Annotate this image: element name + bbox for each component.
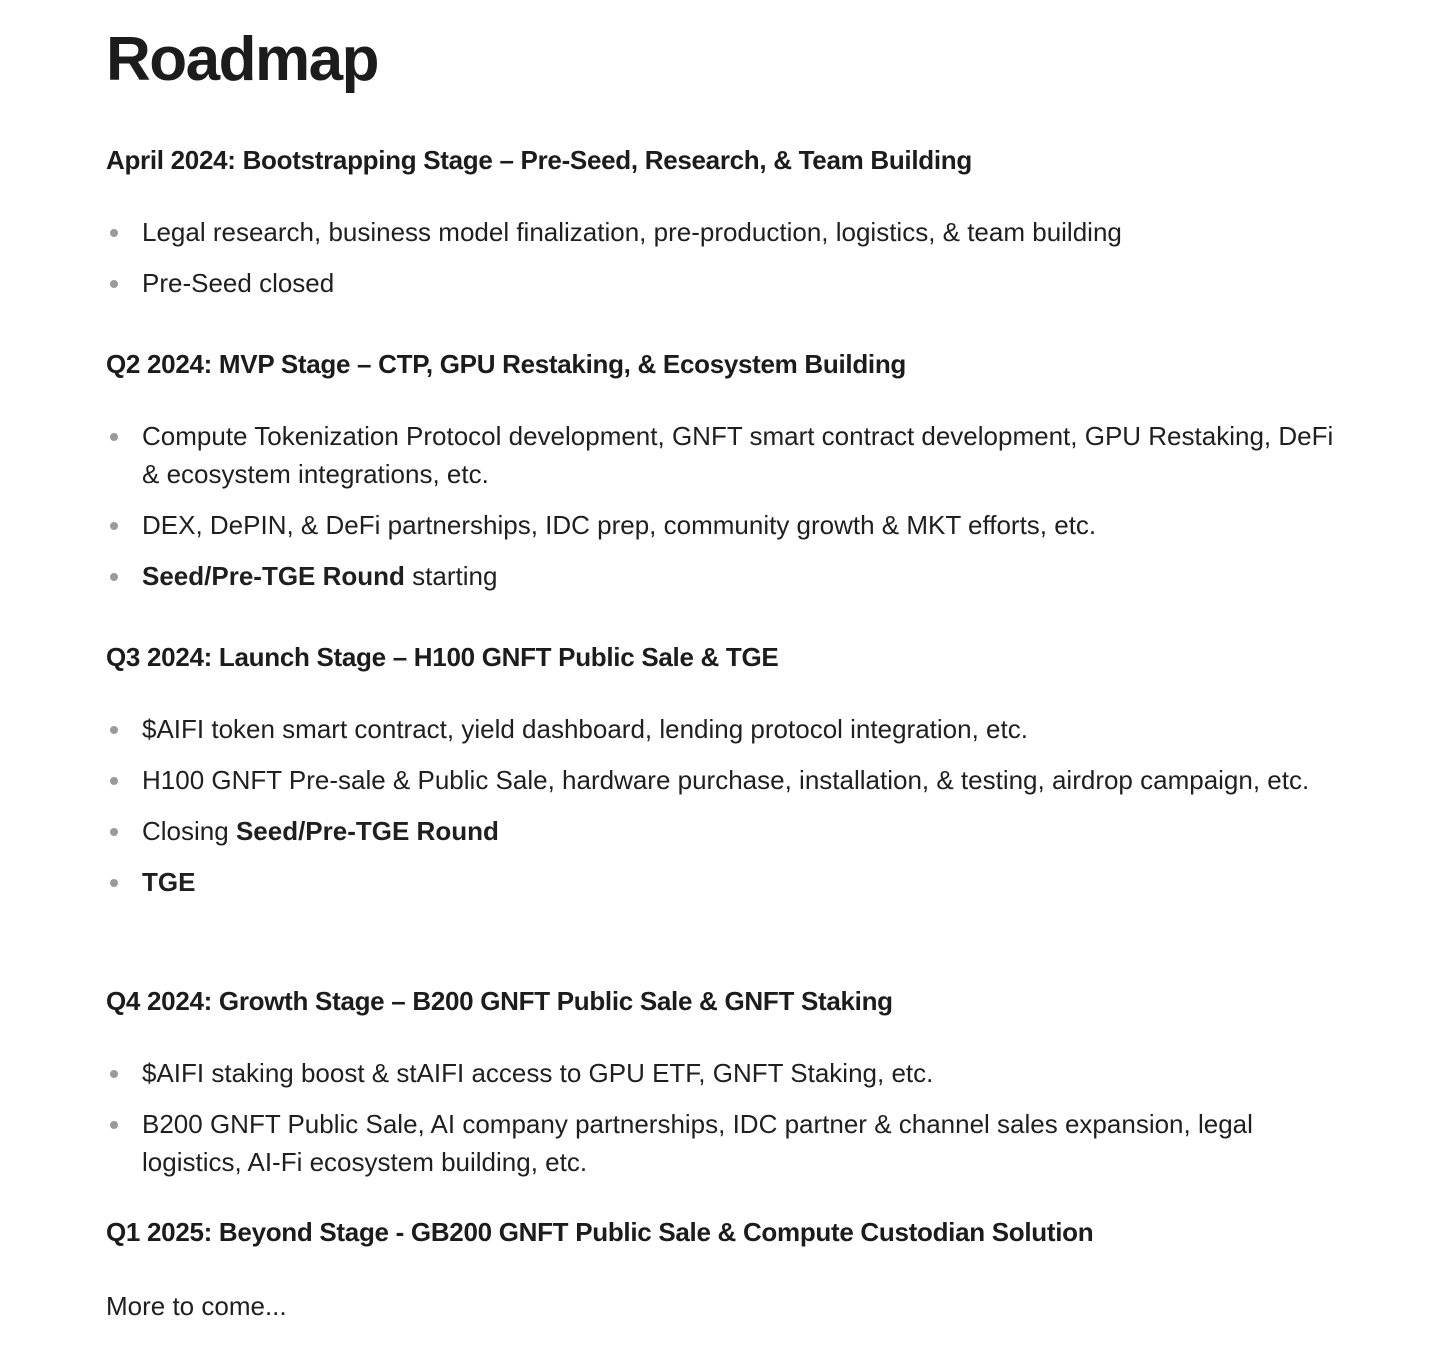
list-item — [106, 1105, 1336, 1181]
section-april-2024 — [106, 143, 1336, 315]
list-item-text: Legal research, business model finalization, pre-production, logistics, & team building — [142, 217, 1122, 247]
bullet-list — [106, 417, 1336, 595]
bullet-icon — [110, 280, 118, 288]
list-item — [106, 506, 1336, 544]
list-item — [106, 557, 1336, 595]
bullet-icon — [110, 726, 118, 734]
bullet-icon — [110, 1070, 118, 1078]
list-item-text: Pre-Seed closed — [142, 268, 335, 298]
section-heading: Q2 2024: MVP Stage – CTP, GPU Restaking, & Ecosystem Building — [106, 349, 907, 379]
list-item — [106, 1054, 1336, 1092]
list-item — [106, 417, 1336, 493]
bullet-icon — [110, 828, 118, 836]
list-item — [106, 264, 1336, 302]
bullet-icon — [110, 1121, 118, 1129]
list-item-text: B200 GNFT Public Sale, AI company partnerships, IDC partner & channel sales expansion, legal logistics, AI-Fi ecosystem building, etc. — [142, 1109, 1253, 1177]
bullet-icon — [110, 777, 118, 785]
list-item-text: DEX, DePIN, & DeFi partnerships, IDC prep, community growth & MKT efforts, etc. — [142, 510, 1097, 540]
section-heading: Q1 2025: Beyond Stage - GB200 GNFT Public Sale & Compute Custodian Solution — [106, 1217, 1094, 1247]
bullet-icon — [110, 522, 118, 530]
bullet-list — [106, 1054, 1336, 1181]
section-q3-2024 — [106, 640, 1336, 914]
list-item-bold-text: Seed/Pre-TGE Round — [142, 561, 405, 591]
list-item — [106, 710, 1336, 748]
list-item-bold-text: TGE — [142, 867, 196, 897]
list-item-text: Compute Tokenization Protocol development, GNFT smart contract development, GPU Restaking, DeFi & ecosystem integrations, etc. — [142, 421, 1334, 489]
list-item-text: H100 GNFT Pre-sale & Public Sale, hardware purchase, installation, & testing, airdrop campaign, etc. — [142, 765, 1310, 795]
page-title: Roadmap — [106, 25, 378, 94]
bullet-icon — [110, 573, 118, 581]
section-q2-2024 — [106, 347, 1336, 608]
list-item — [106, 863, 1336, 901]
list-item — [106, 213, 1336, 251]
list-item-text: $AIFI token smart contract, yield dashboard, lending protocol integration, etc. — [142, 714, 1028, 744]
closing-text: More to come... — [106, 1291, 287, 1321]
bullet-list — [106, 213, 1336, 302]
bullet-icon — [110, 229, 118, 237]
list-item-text: starting — [404, 561, 498, 591]
list-item-bold-text: Seed/Pre-TGE Round — [235, 816, 499, 846]
list-item — [106, 761, 1336, 799]
list-item-text: Closing — [142, 816, 236, 846]
bullet-list — [106, 710, 1336, 901]
section-heading: Q4 2024: Growth Stage – B200 GNFT Public Sale & GNFT Staking — [106, 986, 893, 1016]
bullet-icon — [110, 433, 118, 441]
list-item-text: $AIFI staking boost & stAIFI access to GPU ETF, GNFT Staking, etc. — [142, 1058, 934, 1088]
list-item — [106, 812, 1336, 850]
section-q4-2024 — [106, 984, 1336, 1194]
section-heading: April 2024: Bootstrapping Stage – Pre-Seed, Research, & Team Building — [106, 145, 972, 175]
section-heading: Q3 2024: Launch Stage – H100 GNFT Public Sale & TGE — [106, 642, 779, 672]
section-q1-2025 — [106, 1215, 1336, 1249]
bullet-icon — [110, 879, 118, 887]
